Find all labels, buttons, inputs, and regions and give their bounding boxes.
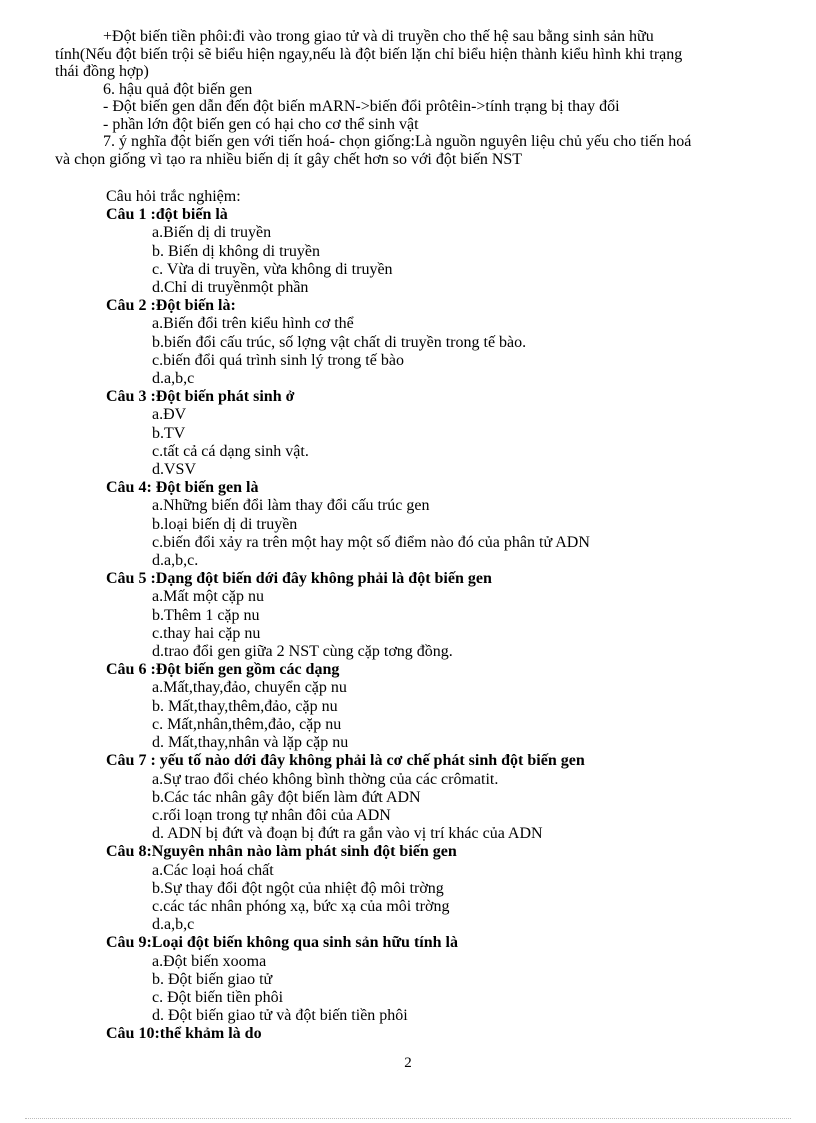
question-heading: Câu 8:Nguyên nhân nào làm phát sinh đột biến gen <box>106 843 457 861</box>
page-bottom-divider <box>25 1118 791 1119</box>
question-heading: Câu 3 :Đột biến phát sinh ở <box>106 388 295 406</box>
question <box>106 843 796 934</box>
answer-option: c. Mất,nhân,thêm,đảo, cặp nu <box>152 715 342 733</box>
intro-line: - phần lớn đột biến gen có hại cho cơ thể sinh vật <box>103 115 419 133</box>
answer-option: c.biến đổi xảy ra trên một hay một số điểm nào đó của phân tử ADN <box>152 533 590 551</box>
answer-option: b. Đột biến giao tử <box>152 970 273 988</box>
answer-option: b. Biến dị không di truyền <box>152 242 320 260</box>
section-heading-consequences: 6. hậu quả đột biến gen <box>103 80 253 98</box>
question <box>106 1025 796 1043</box>
answer-option: a.Các loại hoá chất <box>152 861 274 879</box>
answer-option: d.trao đổi gen giữa 2 NST cùng cặp tơng đồng. <box>152 643 453 661</box>
question <box>106 570 796 661</box>
answer-option: d.a,b,c. <box>152 552 199 570</box>
question <box>106 297 796 388</box>
answer-option: d. Đột biến giao tử và đột biến tiền phôi <box>152 1007 408 1025</box>
quiz-title: Câu hỏi trắc nghiệm: <box>106 188 241 205</box>
intro-section <box>55 28 790 168</box>
answer-option: b.Sự thay đổi đột ngột của nhiệt độ môi trờng <box>152 879 444 897</box>
question <box>106 479 796 570</box>
question-heading: Câu 6 :Đột biến gen gồm các dạng <box>106 661 340 679</box>
answer-option: b.Các tác nhân gây đột biến làm đứt ADN <box>152 788 421 806</box>
answer-option: a.Biến dị di truyền <box>152 224 272 242</box>
answer-option: b.biến đổi cấu trúc, số lợng vật chất di truyền trong tế bào. <box>152 333 527 351</box>
question-heading: Câu 2 :Đột biến là: <box>106 297 236 315</box>
answer-option: d.a,b,c <box>152 370 195 388</box>
question-heading: Câu 4: Đột biến gen là <box>106 479 259 497</box>
answer-option: a.Những biến đổi làm thay đổi cấu trúc gen <box>152 497 430 515</box>
answer-option: c.thay hai cặp nu <box>152 624 261 642</box>
question-heading: Câu 9:Loại đột biến không qua sinh sản hữu tính là <box>106 934 458 952</box>
question <box>106 752 796 843</box>
answer-option: c. Vừa di truyền, vừa không di truyền <box>152 260 393 278</box>
answer-option: b.Thêm 1 cặp nu <box>152 606 260 624</box>
answer-option: a.Mất,thay,đảo, chuyển cặp nu <box>152 679 347 697</box>
question <box>106 934 796 1025</box>
page-number: 2 <box>404 1055 412 1071</box>
section-heading-significance: 7. ý nghĩa đột biến gen với tiến hoá- chọn giống:Là nguồn nguyên liệu chủ yếu cho tiến hoá <box>103 133 692 150</box>
question-heading: Câu 7 : yếu tố nào dới đây không phải là cơ chế phát sinh đột biến gen <box>106 752 585 770</box>
answer-option: b. Mất,thay,thêm,đảo, cặp nu <box>152 697 338 715</box>
quiz-section <box>106 188 796 1044</box>
answer-option: a.Sự trao đổi chéo không bình thờng của các crômatit. <box>152 770 499 788</box>
question <box>106 206 796 297</box>
intro-line: - Đột biến gen dẫn đến đột biến mARN->biến đổi prôtêin->tính trạng bị thay đổi <box>103 98 620 115</box>
answer-option: d. Mất,thay,nhân và lặp cặp nu <box>152 734 349 752</box>
answer-option: a.ĐV <box>152 406 187 424</box>
answer-option: c.các tác nhân phóng xạ, bức xạ của môi trờng <box>152 897 450 915</box>
question-heading: Câu 1 :đột biến là <box>106 206 228 224</box>
answer-option: b.TV <box>152 424 186 442</box>
question <box>106 661 796 752</box>
answer-option: c.rối loạn trong tự nhân đôi của ADN <box>152 806 391 824</box>
answer-option: d.VSV <box>152 461 197 479</box>
answer-option: d.Chỉ di truyềnmột phần <box>152 279 309 297</box>
answer-option: a.Đột biến xooma <box>152 952 267 970</box>
intro-line: +Đột biến tiền phôi:đi vào trong giao tử và di truyền cho thế hệ sau bằng sinh sản hữu <box>103 28 654 45</box>
intro-line: tính(Nếu đột biến trội sẽ biểu hiện ngay,nếu là đột biến lặn chỉ biểu hiện thành kiểu hình khi trạng <box>55 45 683 63</box>
answer-option: a.Mất một cặp nu <box>152 588 264 606</box>
answer-option: c. Đột biến tiền phôi <box>152 988 284 1006</box>
answer-option: d. ADN bị đứt và đoạn bị đứt ra gắn vào vị trí khác của ADN <box>152 825 543 843</box>
answer-option: a.Biến đổi trên kiểu hình cơ thể <box>152 315 354 333</box>
intro-line: và chọn giống vì tạo ra nhiều biến dị ít gây chết hơn so với đột biến NST <box>55 150 523 168</box>
answer-option: c.tất cả cá dạng sinh vật. <box>152 442 309 460</box>
answer-option: b.loại biến dị di truyền <box>152 515 298 533</box>
answer-option: d.a,b,c <box>152 916 195 934</box>
question-heading: Câu 5 :Dạng đột biến dới đây không phải là đột biến gen <box>106 570 492 588</box>
question <box>106 388 796 479</box>
intro-line: thái đồng hợp) <box>55 63 149 80</box>
answer-option: c.biến đổi quá trình sinh lý trong tế bào <box>152 351 404 369</box>
question-heading: Câu 10:thể khảm là do <box>106 1025 262 1043</box>
